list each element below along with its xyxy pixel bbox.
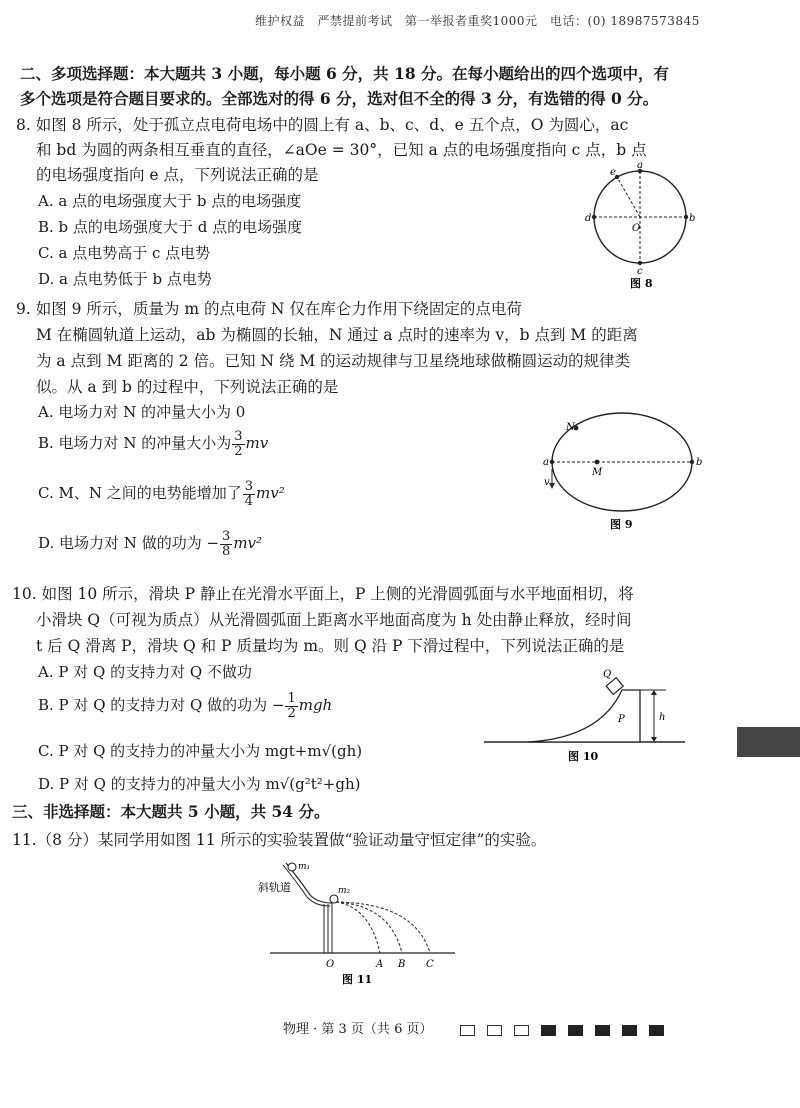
fig8-label-a: a	[637, 160, 643, 171]
q10-option-b: B. P 对 Q 的支持力对 Q 做的功为 − $\frac{1}{2}$ mgh	[38, 691, 333, 721]
figure-9	[540, 405, 705, 535]
q10-option-c: C. P 对 Q 的支持力的冲量大小为 mgt+m√(gh)	[38, 742, 363, 760]
q11-stem-line1: 11.（8 分）某同学用如图 11 所示的实验装置做“验证动量守恒定律”的实验。	[12, 831, 547, 849]
q8-option-d: D. a 点电势低于 b 点电势	[38, 270, 212, 288]
section2-heading-line2: 多个选项是符合题目要求的。全部选对的得 6 分，选对但不全的得 3 分，有选错的得 0 分。	[20, 89, 659, 108]
q10-stem-line2: 小滑块 Q（可视为质点）从光滑圆弧面上距离水平地面高度为 h 处由静止释放，经时间	[36, 611, 632, 629]
q10-stem-line1: 10. 如图 10 所示，滑块 P 静止在光滑水平面上，P 上侧的光滑圆弧面与水平地面相切，将	[12, 585, 634, 603]
q8-option-b: B. b 点的电场强度大于 d 点的电场强度	[38, 218, 303, 236]
q10-stem-line3: t 后 Q 滑离 P，滑块 Q 和 P 质量均为 m。则 Q 沿 P 下滑过程中，下列说法正确的是	[36, 637, 625, 655]
q9-option-c: C. M、N 之间的电势能增加了 $\frac{3}{4}$ mv²	[38, 479, 285, 509]
fig8-label-d: d	[585, 213, 592, 224]
fig8-label-e: e	[610, 167, 616, 178]
q8-option-a: A. a 点的电场强度大于 b 点的电场强度	[38, 192, 302, 210]
page-edge-tab	[737, 727, 800, 757]
q9-option-d: D. 电场力对 N 做的功为 − $\frac{3}{8}$ mv²	[38, 529, 263, 559]
fig11-label-b: B	[398, 959, 406, 970]
fig11-label-m1: m₁	[298, 862, 311, 872]
fig9-label-v: v	[544, 477, 550, 488]
fig9-label-b: b	[696, 457, 703, 468]
q8-option-c: C. a 点电势高于 c 点电势	[38, 244, 211, 262]
page-footer: 物理 · 第 3 页（共 6 页）	[283, 1022, 433, 1037]
fig9-caption: 图 9	[610, 518, 633, 531]
footer-progress-marks	[460, 1020, 676, 1039]
fig8-label-c: c	[637, 266, 643, 277]
fig9-label-m: M	[592, 467, 603, 478]
q10-option-a: A. P 对 Q 的支持力对 Q 不做功	[38, 663, 252, 681]
fig8-caption: 图 8	[630, 277, 653, 290]
fig11-label-a: A	[376, 959, 384, 970]
fig11-label-m2: m₂	[338, 886, 351, 896]
fig11-label-track: 斜轨道	[258, 881, 291, 894]
fig10-caption: 图 10	[568, 750, 599, 763]
figure-8	[584, 160, 704, 290]
q9-stem-line2: M 在椭圆轨道上运动，ab 为椭圆的长轴，N 通过 a 点时的速率为 v，b 点到 M 的距离	[36, 326, 638, 344]
fig9-label-n: N	[566, 422, 575, 433]
fig8-label-b: b	[689, 213, 696, 224]
q9-stem-line1: 9. 如图 9 所示，质量为 m 的点电荷 N 仅在库仑力作用下绕固定的点电荷	[16, 300, 522, 318]
q8-stem-line2: 和 bd 为圆的两条相互垂直的直径，∠aOe = 30°，已知 a 点的电场强度指向 c 点，b 点	[36, 141, 647, 159]
q8-stem-line3: 的电场强度指向 e 点，下列说法正确的是	[36, 166, 319, 184]
fig10-label-p: P	[618, 714, 625, 725]
fig10-label-q: Q	[603, 669, 612, 680]
q10-option-d: D. P 对 Q 的支持力的冲量大小为 m√(g²t²+gh)	[38, 775, 361, 793]
fig11-label-c: C	[426, 959, 434, 970]
exam-header: 维护权益 严禁提前考试 第一举报者重奖1000元 电话：(0) 18987573845	[255, 14, 700, 28]
figure-10	[480, 668, 690, 766]
fig11-caption: 图 11	[342, 973, 373, 986]
figure-11	[240, 855, 470, 990]
fig9-label-a: a	[543, 457, 549, 468]
section2-heading-line1: 二、多项选择题：本大题共 3 小题，每小题 6 分，共 18 分。在每小题给出的四个选项中，有	[20, 64, 670, 83]
q9-stem-line3: 为 a 点到 M 距离的 2 倍。已知 N 绕 M 的运动规律与卫星绕地球做椭圆运动的规律类	[36, 352, 631, 370]
q9-stem-line4: 似。从 a 到 b 的过程中，下列说法正确的是	[36, 378, 339, 396]
section3-heading: 三、非选择题：本大题共 5 小题，共 54 分。	[12, 802, 330, 821]
q9-option-b: B. 电场力对 N 的冲量大小为 $\frac{3}{2}$ mv	[38, 429, 269, 459]
fig8-label-o: O	[632, 223, 641, 234]
q8-stem-line1: 8. 如图 8 所示，处于孤立点电荷电场中的圆上有 a、b、c、d、e 五个点，O 为圆心，ac	[16, 116, 629, 134]
q9-option-a: A. 电场力对 N 的冲量大小为 0	[38, 403, 246, 421]
fig11-label-o: O	[326, 959, 335, 970]
fig10-label-h: h	[659, 712, 666, 723]
